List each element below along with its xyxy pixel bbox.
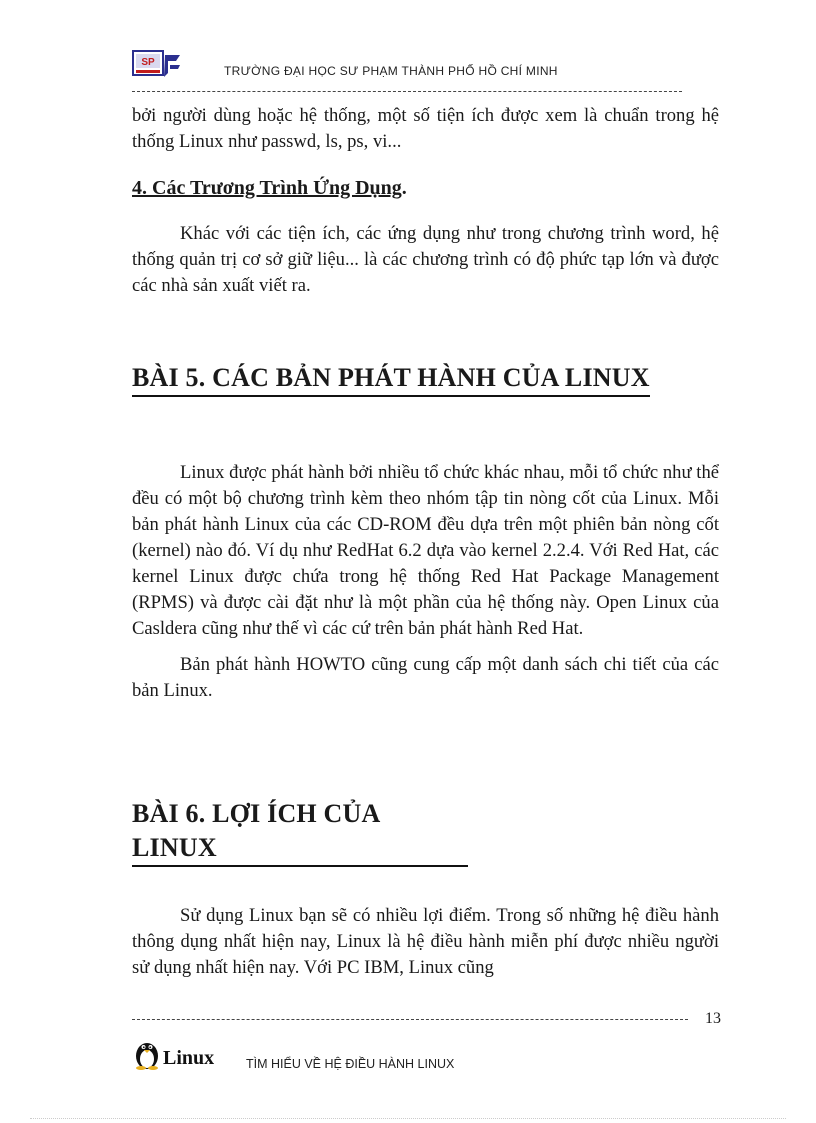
bai6-block <box>132 903 719 981</box>
header-title: TRƯỜNG ĐẠI HỌC SƯ PHẠM THÀNH PHỐ HỒ CHÍ MINH <box>224 64 558 78</box>
linux-logo-text: Linux <box>163 1047 215 1069</box>
bai6-paragraph-1: Sử dụng Linux bạn sẽ có nhiều lợi điểm. Trong số những hệ điều hành thông dụng nhất hiện nay, Linux là hệ điều hành miễn phí được nhiều người sử dụng nhất hiện nay. Với PC IBM, Linux cũng <box>132 905 719 978</box>
bai6-heading: BÀI 6. LỢI ÍCH CỦA LINUX <box>132 797 468 867</box>
section4-heading <box>132 177 407 200</box>
page-number: 13 <box>705 1010 721 1027</box>
section4-heading-suffix: . <box>401 177 407 199</box>
footer-title: TÌM HIỂU VỀ HỆ ĐIỀU HÀNH LINUX <box>246 1057 455 1071</box>
bai5-paragraph-1: Linux được phát hành bởi nhiều tổ chức khác nhau, mỗi tổ chức như thể đều có một bộ chương trình kèm theo nhóm tập tin nòng cốt của Linux. Mỗi bản phát hành Linux của các CD-ROM đều dựa trên một phiên bản nòng cốt (kernel) nào đó. Ví dụ như RedHat 6.2 dựa vào kernel 2.2.4. Với Red Hat, các kernel Linux được chứa trong hệ thống Red Hat Package Management (RPMS) và được cài đặt như là một phần của hệ thống này. Open Linux của Casldera cũng như thế vì các cứ trên bản phát hành Red Hat. <box>132 462 719 639</box>
logo-text: SP <box>141 57 155 68</box>
header-divider <box>132 91 682 92</box>
section4-paragraph: Khác với các tiện ích, các ứng dụng như trong chương trình word, hệ thống quản trị cơ sở giữ liệu... là các chương trình có độ phức tạp lớn và được các nhà sản xuất viết ra. <box>132 223 719 296</box>
linux-tux-logo-icon <box>132 1036 227 1070</box>
intro-paragraph: bởi người dùng hoặc hệ thống, một số tiện ích được xem là chuẩn trong hệ thống Linux như passwd, ls, ps, vi... <box>132 105 719 152</box>
intro-block <box>132 103 719 155</box>
bai5-paragraph-2: Bản phát hành HOWTO cũng cung cấp một danh sách chi tiết của các bản Linux. <box>132 654 719 701</box>
page-bottom-edge <box>30 1118 786 1119</box>
footer-divider <box>132 1019 688 1020</box>
section4-block <box>132 221 719 299</box>
bai5-heading: BÀI 5. CÁC BẢN PHÁT HÀNH CỦA LINUX <box>132 361 650 397</box>
university-logo-icon <box>132 49 182 79</box>
section4-heading-text: 4. Các Trương Trình Ứng Dụng <box>132 177 402 199</box>
bai5-block <box>132 460 719 704</box>
